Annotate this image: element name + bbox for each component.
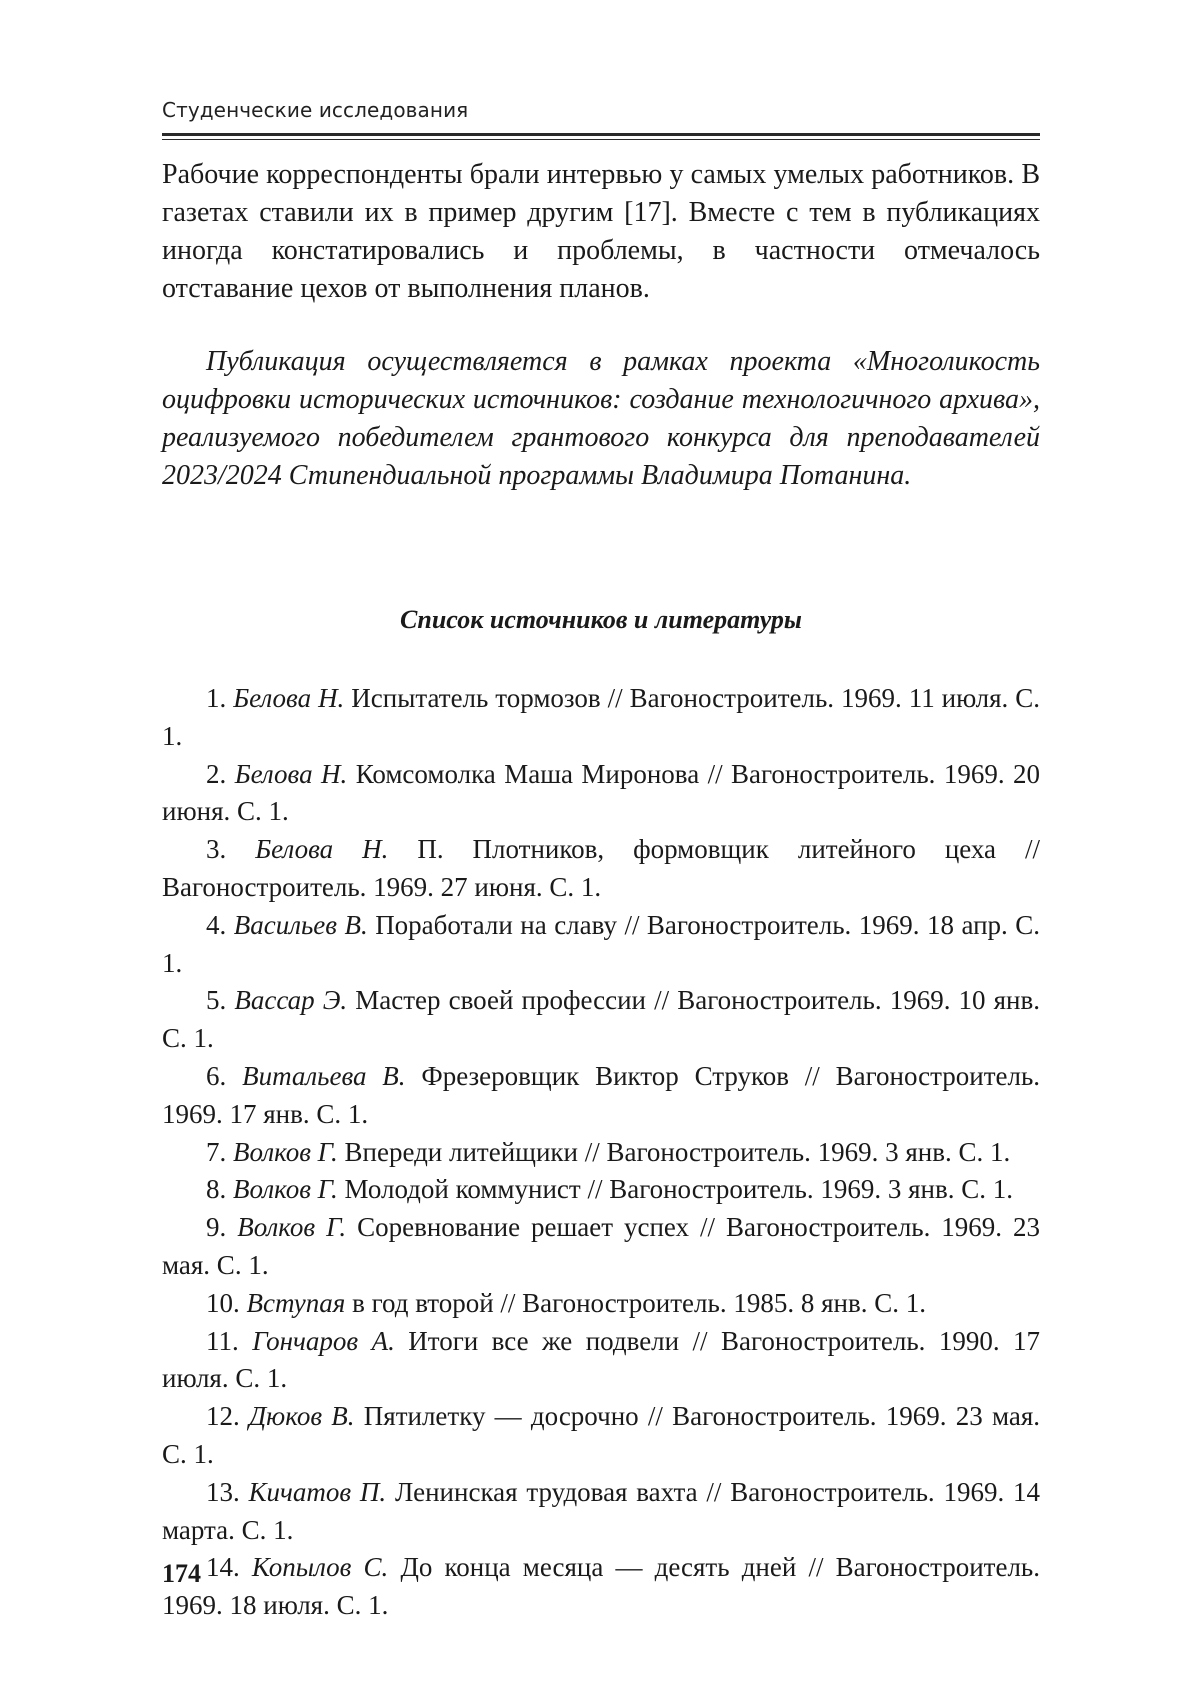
reference-item xyxy=(162,680,1040,756)
reference-number: 14. xyxy=(206,1552,240,1583)
header-rule-thick xyxy=(162,133,1040,136)
reference-text: Ленинская трудовая вахта // Вагоностроитель. 1969. 14 марта. С. 1. xyxy=(162,1476,1041,1545)
reference-number: 1. xyxy=(206,683,227,713)
reference-text: Итоги все же подвели // Вагоностроитель. 1990. 17 июля. С. 1. xyxy=(162,1325,1040,1394)
reference-author: Белова Н. xyxy=(233,683,345,713)
reference-number: 7. xyxy=(206,1136,227,1167)
reference-item xyxy=(162,1285,1040,1323)
reference-text: Фрезеровщик Виктор Струков // Вагоностроитель. 1969. 17 янв. С. 1. xyxy=(162,1060,1041,1129)
reference-number: 10. xyxy=(206,1287,240,1318)
body-paragraph: Рабочие корреспонденты брали интервью у самых умелых работников. В газетах ставили их в пример другим [17]. Вместе с тем в публикациях иногда констатировались и проблемы, в частности отмечалось отставание цехов от выполнения планов. xyxy=(162,159,1040,304)
reference-item xyxy=(162,907,1040,983)
reference-author: Вассар Э. xyxy=(234,985,348,1016)
reference-item xyxy=(162,982,1040,1058)
reference-number: 9. xyxy=(206,1212,227,1243)
reference-number: 12. xyxy=(206,1401,240,1432)
reference-item xyxy=(162,756,1040,832)
reference-author: Вступая xyxy=(246,1287,346,1318)
references-list xyxy=(162,680,1040,1625)
reference-text: Молодой коммунист // Вагоностроитель. 1969. 3 янв. С. 1. xyxy=(344,1174,1013,1205)
reference-number: 13. xyxy=(206,1476,240,1507)
reference-item xyxy=(162,1058,1040,1134)
reference-item xyxy=(162,831,1040,907)
references-heading: Список источников и литературы xyxy=(400,605,802,634)
reference-item xyxy=(162,1171,1040,1209)
reference-text: Мастер своей профессии // Вагоностроитель. 1969. 10 янв. С. 1. xyxy=(162,985,1041,1054)
reference-text: в год второй // Вагоностроитель. 1985. 8 янв. С. 1. xyxy=(352,1287,926,1318)
running-head: Студенческие исследования xyxy=(162,98,469,122)
reference-author: Волков Г. xyxy=(237,1212,347,1243)
reference-author: Дюков В. xyxy=(249,1401,355,1432)
reference-author: Кичатов П. xyxy=(248,1476,387,1507)
reference-item xyxy=(162,1323,1040,1399)
reference-text: Комсомолка Маша Миронова // Вагоностроитель. 1969. 20 июня. С. 1. xyxy=(162,758,1041,827)
header-rule-thin xyxy=(162,139,1040,140)
page-number: 174 xyxy=(162,1559,201,1588)
reference-item xyxy=(162,1474,1040,1550)
reference-item xyxy=(162,1209,1040,1285)
reference-author: Васильев В. xyxy=(233,909,368,940)
reference-number: 2. xyxy=(206,758,227,789)
reference-text: До конца месяца — десять дней // Вагоностроитель. 1969. 18 июля. С. 1. xyxy=(162,1552,1040,1621)
reference-number: 4. xyxy=(206,909,227,940)
reference-number: 11. xyxy=(206,1325,239,1356)
reference-number: 3. xyxy=(206,834,227,865)
reference-number: 8. xyxy=(206,1174,227,1205)
reference-number: 5. xyxy=(206,985,227,1016)
funding-note: Публикация осуществляется в рамках проекта «Многоликость оцифровки исторических источников: создание технологичного архива», реализуемого победителем грантового конкурса для преподавателей 2023/2024 Стипендиальной программы Владимира Потанина. xyxy=(162,346,1040,491)
reference-text: П. Плотников, формовщик литейного цеха // Вагоностроитель. 1969. 27 июня. С. 1. xyxy=(162,834,1041,902)
reference-item xyxy=(162,1398,1040,1474)
reference-author: Витальева В. xyxy=(242,1060,406,1091)
reference-text: Соревнование решает успех // Вагоностроитель. 1969. 23 мая. С. 1. xyxy=(162,1212,1041,1280)
reference-author: Копылов С. xyxy=(251,1552,389,1583)
reference-author: Белова Н. xyxy=(255,834,389,865)
reference-text: Испытатель тормозов // Вагоностроитель. 1969. 11 июля. С. 1. xyxy=(162,683,1040,751)
reference-item xyxy=(162,1549,1040,1625)
reference-author: Волков Г. xyxy=(233,1136,338,1167)
reference-number: 6. xyxy=(206,1060,227,1091)
reference-item xyxy=(162,1134,1040,1172)
reference-author: Волков Г. xyxy=(233,1174,338,1205)
reference-author: Гончаров А. xyxy=(252,1325,395,1356)
reference-text: Поработали на славу // Вагоностроитель. 1969. 18 апр. С. 1. xyxy=(162,909,1041,978)
reference-text: Впереди литейщики // Вагоностроитель. 1969. 3 янв. С. 1. xyxy=(344,1136,1011,1167)
reference-author: Белова Н. xyxy=(234,758,348,789)
reference-text: Пятилетку — досрочно // Вагоностроитель. 1969. 23 мая. С. 1. xyxy=(162,1401,1041,1469)
